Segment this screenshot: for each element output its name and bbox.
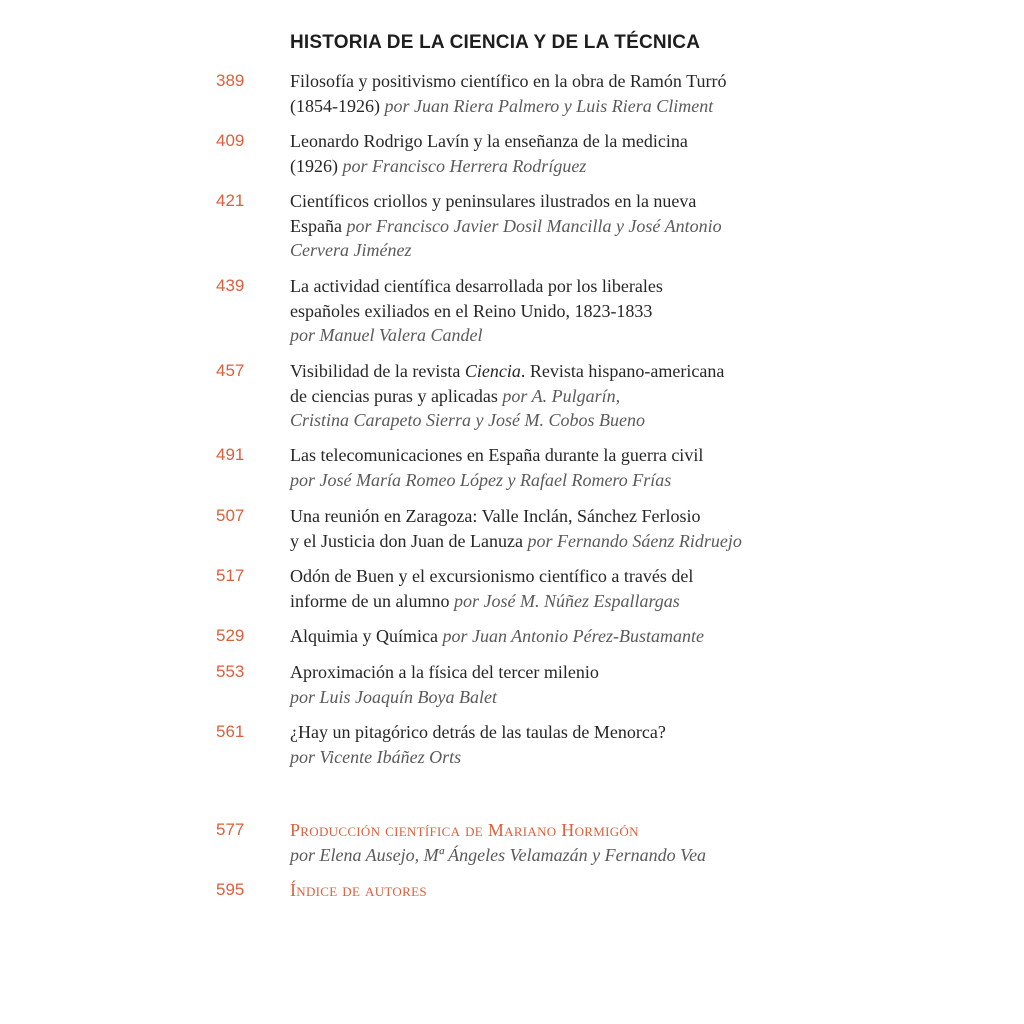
page-number: 439 [216,276,245,295]
entry-title: informe de un alumno [290,590,454,611]
page-number: 457 [216,361,245,380]
entry-title: españoles exiliados en el Reino Unido, 1823-1833 [290,300,653,321]
entry-text [290,129,820,178]
entry-title: Visibilidad de la revista [290,361,465,381]
page-number: 491 [216,445,245,464]
appendix-title: Producción científica de Mariano Hormigón [290,820,639,840]
entry-text [290,274,820,348]
entry-author: por Juan Riera Palmero y Luis Riera Climent [384,95,714,116]
entry-text [290,69,820,118]
entry-text [290,818,820,867]
page-number: 389 [216,71,245,90]
page-number: 507 [216,506,245,525]
entry-title: . Revista hispano-americana [520,361,725,381]
page-number: 409 [216,131,245,150]
entry-title: de ciencias puras y aplicadas [290,385,503,406]
entry-title: Filosofía y positivismo científico en la obra de Ramón Turró [290,71,727,91]
entry-text [290,878,820,903]
entry-author: por Manuel Valera Candel [290,325,483,345]
entry-title: Odón de Buen y el excursionismo científico a través del [290,566,694,586]
page-number: 577 [216,820,245,839]
entry-author: por Vicente Ibáñez Orts [290,746,462,767]
entry-text [290,564,820,613]
entry-title: (1854-1926) [290,95,385,116]
entry-author: por Juan Antonio Pérez-Bustamante [442,626,704,646]
entry-text [290,720,820,769]
page-number: 553 [216,662,245,681]
entry-author: por Elena Ausejo, Mª Ángeles Velamazán y Fernando Vea [290,844,707,865]
entry-author: por Francisco Javier Dosil Mancilla y José Antonio [346,215,722,236]
entry-text [290,624,820,649]
entry-author: por Fernando Sáenz Ridruejo [527,530,742,551]
entry-title: ¿Hay un pitagórico detrás de las taulas de Menorca? [290,722,666,742]
entry-text [290,359,820,433]
entry-author: por A. Pulgarín, [502,385,621,406]
entry-title: Científicos criollos y peninsulares ilustrados en la nueva [290,191,697,211]
entry-author: Cervera Jiménez [290,240,412,260]
page-number: 529 [216,626,245,645]
entry-text [290,504,820,553]
entry-title: Aproximación a la física del tercer milenio [290,662,599,682]
entry-author: por Luis Joaquín Boya Balet [290,686,497,707]
entry-title: Alquimia y Química [290,626,443,646]
entry-author: por José M. Núñez Espallargas [453,590,680,611]
page-number: 595 [216,880,245,899]
entry-author: por José María Romeo López y Rafael Romero Frías [290,469,672,490]
entry-author: Cristina Carapeto Sierra y José M. Cobos Bueno [290,410,645,430]
entry-title: La actividad científica desarrollada por los liberales [290,276,663,296]
entry-title: España [290,215,347,236]
entry-title: Las telecomunicaciones en España durante la guerra civil [290,445,704,465]
entry-title: Una reunión en Zaragoza: Valle Inclán, Sánchez Ferlosio [290,506,701,526]
section-heading: HISTORIA DE LA CIENCIA Y DE LA TÉCNICA [290,32,701,53]
entry-text [290,660,820,709]
page-number: 561 [216,722,245,741]
entry-text [290,189,820,263]
entry-title: Leonardo Rodrigo Lavín y la enseñanza de la medicina [290,131,688,151]
appendix-title: Índice de autores [290,880,427,900]
entry-title: y el Justicia don Juan de Lanuza [290,530,528,551]
page-number: 421 [216,191,245,210]
page-number: 517 [216,566,245,585]
entry-author: por Francisco Herrera Rodríguez [342,155,587,176]
entry-title: (1926) [290,155,343,176]
journal-title: Ciencia [464,361,521,381]
entry-text [290,443,820,492]
